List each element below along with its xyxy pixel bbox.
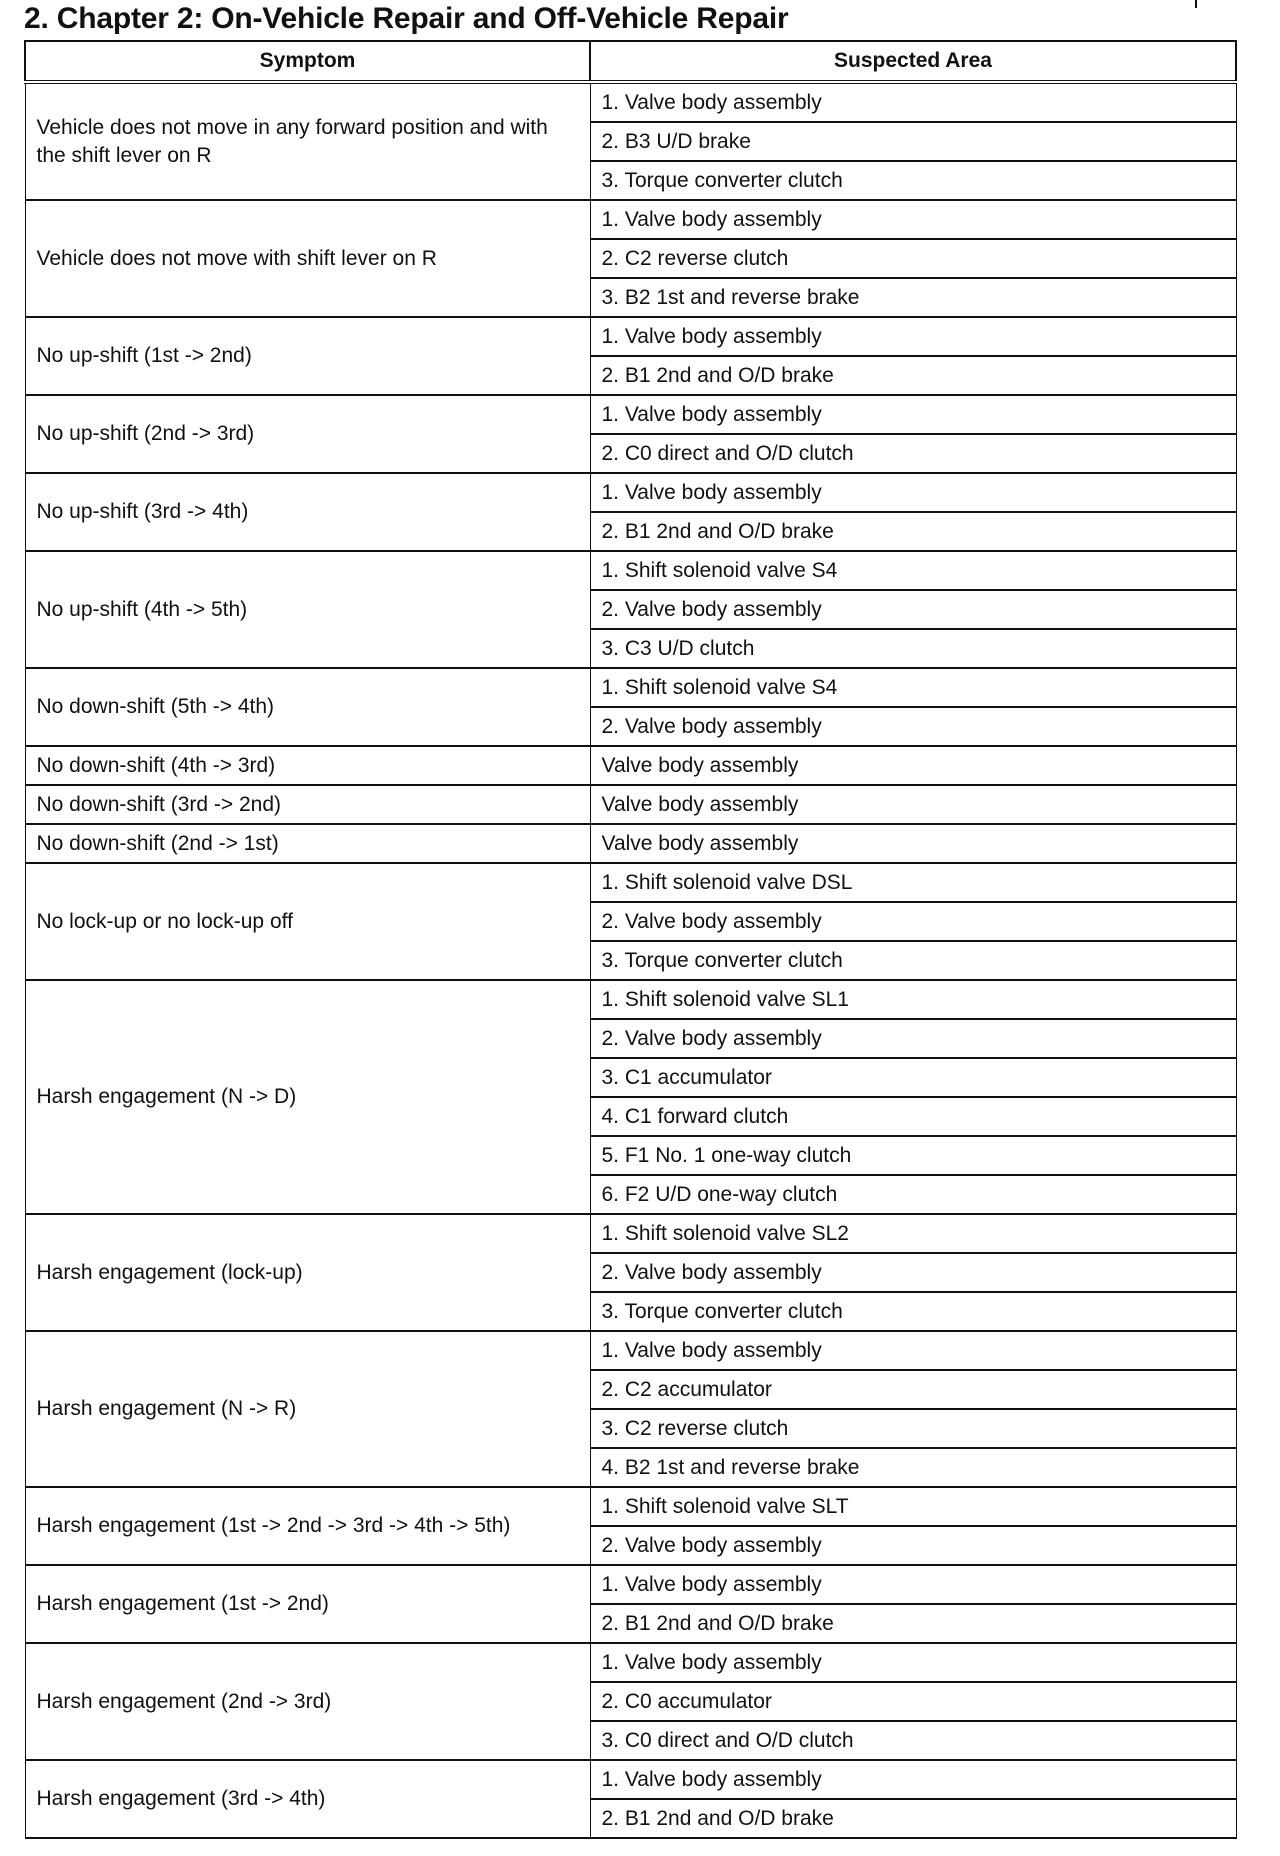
table-row [25,395,1236,434]
suspected-area-cell: Valve body assembly [590,746,1236,785]
table-row [25,1760,1236,1799]
suspected-area-cell: 1. Valve body assembly [590,1331,1236,1370]
symptom-cell: No up-shift (3rd -> 4th) [25,473,590,551]
symptom-cell: Harsh engagement (2nd -> 3rd) [25,1643,590,1760]
symptom-cell: Vehicle does not move in any forward position and with the shift lever on R [25,82,590,200]
suspected-area-cell: 2. C0 accumulator [590,1682,1236,1721]
symptom-cell: No down-shift (4th -> 3rd) [25,746,590,785]
symptom-cell: Harsh engagement (N -> R) [25,1331,590,1487]
suspected-area-cell: 3. C2 reverse clutch [590,1409,1236,1448]
table-body [25,82,1236,1838]
suspected-area-cell: 1. Valve body assembly [590,317,1236,356]
suspected-area-cell: 3. C3 U/D clutch [590,629,1236,668]
suspected-area-cell: 1. Shift solenoid valve SL2 [590,1214,1236,1253]
symptom-cell: No down-shift (3rd -> 2nd) [25,785,590,824]
symptom-cell: Harsh engagement (1st -> 2nd -> 3rd -> 4th -> 5th) [25,1487,590,1565]
symptom-table [24,40,1237,1839]
symptom-cell: No up-shift (1st -> 2nd) [25,317,590,395]
suspected-area-cell: 3. Torque converter clutch [590,941,1236,980]
suspected-area-cell: 1. Valve body assembly [590,395,1236,434]
suspected-area-cell: 2. B1 2nd and O/D brake [590,1604,1236,1643]
table-row [25,82,1236,122]
suspected-area-cell: 1. Valve body assembly [590,1565,1236,1604]
suspected-area-cell: 2. Valve body assembly [590,590,1236,629]
suspected-area-cell: 1. Valve body assembly [590,200,1236,239]
table-row [25,200,1236,239]
symptom-cell: No up-shift (2nd -> 3rd) [25,395,590,473]
table-row [25,863,1236,902]
suspected-area-cell: 1. Shift solenoid valve SLT [590,1487,1236,1526]
suspected-area-cell: 1. Valve body assembly [590,82,1236,122]
suspected-area-cell: 2. B1 2nd and O/D brake [590,1799,1236,1838]
suspected-area-cell: Valve body assembly [590,785,1236,824]
symptom-cell: No lock-up or no lock-up off [25,863,590,980]
symptom-column-header: Symptom [25,41,590,82]
table-row [25,1487,1236,1526]
table-row [25,980,1236,1019]
symptom-cell: Harsh engagement (1st -> 2nd) [25,1565,590,1643]
suspected-area-cell: 1. Valve body assembly [590,473,1236,512]
table-row [25,785,1236,824]
suspected-area-cell: 2. Valve body assembly [590,1526,1236,1565]
table-row [25,1565,1236,1604]
suspected-area-cell: 1. Shift solenoid valve S4 [590,668,1236,707]
suspected-area-cell: 3. Torque converter clutch [590,1292,1236,1331]
suspected-area-cell: 3. B2 1st and reverse brake [590,278,1236,317]
suspected-area-cell: 1. Shift solenoid valve SL1 [590,980,1236,1019]
table-row [25,551,1236,590]
suspected-area-cell: 2. C2 reverse clutch [590,239,1236,278]
symptom-table-container [24,40,1235,1839]
suspected-area-cell: Valve body assembly [590,824,1236,863]
symptom-cell: Harsh engagement (N -> D) [25,980,590,1214]
suspected-area-cell: 1. Shift solenoid valve S4 [590,551,1236,590]
suspected-area-cell: 4. B2 1st and reverse brake [590,1448,1236,1487]
suspected-area-cell: 2. B1 2nd and O/D brake [590,356,1236,395]
symptom-cell: No down-shift (5th -> 4th) [25,668,590,746]
page-title: 2. Chapter 2: On-Vehicle Repair and Off-Vehicle Repair [24,2,789,35]
suspected-area-cell: 1. Valve body assembly [590,1760,1236,1799]
table-row [25,1643,1236,1682]
suspected-area-cell: 4. C1 forward clutch [590,1097,1236,1136]
suspected-area-column-header: Suspected Area [590,41,1236,82]
suspected-area-cell: 2. Valve body assembly [590,1253,1236,1292]
suspected-area-cell: 2. C0 direct and O/D clutch [590,434,1236,473]
suspected-area-cell: 2. C2 accumulator [590,1370,1236,1409]
suspected-area-cell: 2. B3 U/D brake [590,122,1236,161]
symptom-cell: Harsh engagement (3rd -> 4th) [25,1760,590,1838]
suspected-area-cell: 5. F1 No. 1 one-way clutch [590,1136,1236,1175]
suspected-area-cell: 2. Valve body assembly [590,1019,1236,1058]
corner-mark [1195,0,1197,8]
symptom-cell: Vehicle does not move with shift lever on R [25,200,590,317]
table-row [25,668,1236,707]
symptom-cell: No up-shift (4th -> 5th) [25,551,590,668]
suspected-area-cell: 2. Valve body assembly [590,707,1236,746]
table-header-row [25,41,1236,82]
symptom-cell: No down-shift (2nd -> 1st) [25,824,590,863]
suspected-area-cell: 3. C1 accumulator [590,1058,1236,1097]
suspected-area-cell: 6. F2 U/D one-way clutch [590,1175,1236,1214]
suspected-area-cell: 1. Shift solenoid valve DSL [590,863,1236,902]
suspected-area-cell: 2. Valve body assembly [590,902,1236,941]
suspected-area-cell: 3. C0 direct and O/D clutch [590,1721,1236,1760]
symptom-cell: Harsh engagement (lock-up) [25,1214,590,1331]
suspected-area-cell: 1. Valve body assembly [590,1643,1236,1682]
table-row [25,473,1236,512]
suspected-area-cell: 2. B1 2nd and O/D brake [590,512,1236,551]
table-row [25,1214,1236,1253]
table-row [25,824,1236,863]
table-row [25,1331,1236,1370]
table-row [25,317,1236,356]
suspected-area-cell: 3. Torque converter clutch [590,161,1236,200]
table-row [25,746,1236,785]
